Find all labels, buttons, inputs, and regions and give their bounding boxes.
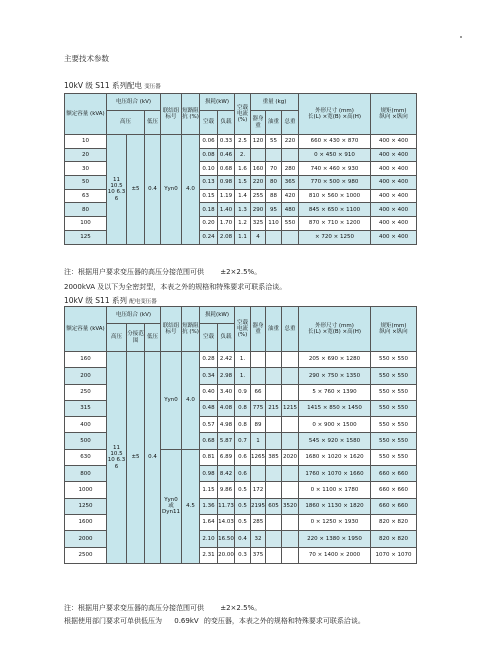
capacity-cell: 63	[65, 189, 107, 203]
gauge-cell: 550 × 550	[371, 417, 417, 433]
noload-current-cell: 1.5	[235, 176, 251, 190]
load-loss-cell: 16.50	[218, 531, 235, 547]
dimensions-cell: 0 × 450 × 910	[299, 148, 371, 162]
total-weight-cell	[282, 417, 299, 433]
noload-loss-cell: 0.06	[200, 135, 218, 149]
dimensions-cell: 205 × 690 × 1280	[299, 352, 371, 368]
t1-header-capacity: 额定容量 (kVA)	[65, 94, 107, 135]
noload-loss-cell: 0.13	[200, 176, 218, 190]
noload-current-cell: 0.8	[235, 400, 251, 416]
oil-weight-cell: 215	[266, 400, 282, 416]
load-loss-cell: 4.98	[218, 417, 235, 433]
noload-current-cell: 0.5	[235, 514, 251, 530]
capacity-cell: 250	[65, 384, 107, 400]
capacity-cell: 10	[65, 135, 107, 149]
noload-current-cell: 1.2	[235, 217, 251, 231]
body-weight-cell: 120	[251, 135, 266, 149]
load-loss-cell: 2.08	[218, 230, 235, 244]
capacity-cell: 160	[65, 352, 107, 368]
oil-weight-cell	[266, 482, 282, 498]
capacity-cell: 1000	[65, 482, 107, 498]
t1-header-weight: 重量 (kg)	[251, 94, 299, 111]
dimensions-cell: 810 × 560 × 1000	[299, 189, 371, 203]
dimensions-cell: 5 × 760 × 1390	[299, 384, 371, 400]
noload-loss-cell: 0.68	[200, 433, 218, 449]
dimensions-cell: 70 × 1400 × 2000	[299, 547, 371, 563]
total-weight-cell	[282, 352, 299, 368]
total-weight-cell	[282, 531, 299, 547]
body-weight-cell: 1	[251, 433, 266, 449]
total-weight-cell	[282, 230, 299, 244]
capacity-cell: 30	[65, 162, 107, 176]
noload-current-cell: 2.	[235, 148, 251, 162]
t1-header-dims: 外形尺寸 (mm) 长(L) ×宽(B) ×高(H)	[299, 94, 371, 135]
note3-text-c: 的变压器，本表之外的规格和特殊要求可联系洽谈。	[203, 617, 365, 625]
t2-header-hv: 高压	[107, 324, 127, 352]
table-row	[65, 135, 417, 149]
load-loss-cell: 9.86	[218, 482, 235, 498]
total-weight-cell: 2020	[282, 449, 299, 465]
t2-header-total-weight: 总重	[282, 307, 299, 352]
noload-loss-cell: 0.98	[200, 466, 218, 482]
load-loss-cell: 1.70	[218, 217, 235, 231]
t2-header-capacity: 额定容量 (kVA)	[65, 307, 107, 352]
t2-header-loss: 损耗(kW)	[200, 307, 235, 324]
oil-weight-cell: 385	[266, 449, 282, 465]
connection-cell: Yyn0 或 Dyn11	[161, 449, 182, 563]
body-weight-cell	[251, 352, 266, 368]
noload-current-cell: 0.4	[235, 531, 251, 547]
table1-caption	[64, 80, 161, 91]
note3-text-a: 根据使用部门要求可单供低压为	[64, 617, 162, 625]
body-weight-cell: 220	[251, 176, 266, 190]
body-weight-cell: 172	[251, 482, 266, 498]
noload-loss-cell: 2.31	[200, 547, 218, 563]
body-weight-cell: 375	[251, 547, 266, 563]
note1	[64, 267, 261, 277]
gauge-cell: 400 × 400	[371, 189, 417, 203]
oil-weight-cell	[266, 417, 282, 433]
body-weight-cell: 325	[251, 217, 266, 231]
capacity-cell: 20	[65, 148, 107, 162]
total-weight-cell	[282, 466, 299, 482]
gauge-cell: 550 × 550	[371, 352, 417, 368]
table2-caption-main: 10kV 级 S11 系列	[64, 296, 127, 305]
noload-current-cell: 0.9	[235, 384, 251, 400]
capacity-cell: 125	[65, 230, 107, 244]
dimensions-cell: 290 × 750 × 1350	[299, 368, 371, 384]
oil-weight-cell	[266, 514, 282, 530]
note2-text: 注：根据用户要求变压器的高压分接范围可供	[64, 604, 204, 612]
load-loss-cell: 0.33	[218, 135, 235, 149]
body-weight-cell: 2195	[251, 498, 266, 514]
total-weight-cell: 220	[282, 135, 299, 149]
noload-loss-cell: 1.64	[200, 514, 218, 530]
oil-weight-cell	[266, 368, 282, 384]
total-weight-cell: 1215	[282, 400, 299, 416]
dimensions-cell: 220 × 1380 × 1950	[299, 531, 371, 547]
capacity-cell: 50	[65, 176, 107, 190]
note1-text: 注：根据用户要求变压器的高压分接范围可供	[64, 268, 204, 276]
dimensions-cell: 740 × 460 × 930	[299, 162, 371, 176]
total-weight-cell: 550	[282, 217, 299, 231]
note3	[64, 616, 365, 626]
tap-range-cell: ±5	[127, 135, 145, 245]
total-weight-cell	[282, 547, 299, 563]
capacity-cell: 1250	[65, 498, 107, 514]
t2-header-tap: 分接范围	[127, 324, 145, 352]
lv-voltage-cell: 0.4	[145, 135, 161, 245]
noload-loss-cell: 0.40	[200, 384, 218, 400]
oil-weight-cell	[266, 384, 282, 400]
noload-current-cell: 2.5	[235, 135, 251, 149]
noload-current-cell: 1.6	[235, 162, 251, 176]
t2-header-dims: 外形尺寸 (mm) 长(L) ×宽(B) ×高(H)	[299, 307, 371, 352]
load-loss-cell: 3.40	[218, 384, 235, 400]
lv-voltage-cell: 0.4	[145, 352, 161, 564]
t1-header-noload-current: 空载电流 (%)	[235, 94, 251, 135]
table1-s11-spec	[64, 93, 417, 245]
gauge-cell: 400 × 400	[371, 162, 417, 176]
dimensions-cell: 870 × 710 × 1200	[299, 217, 371, 231]
corner-mark	[460, 36, 462, 38]
oil-weight-cell: 70	[266, 162, 282, 176]
dimensions-cell: 1760 × 1070 × 1660	[299, 466, 371, 482]
load-loss-cell: 5.87	[218, 433, 235, 449]
noload-current-cell: 0.8	[235, 417, 251, 433]
noload-loss-cell: 0.18	[200, 203, 218, 217]
note3-voltage: 0.69kV	[174, 617, 199, 625]
capacity-cell: 315	[65, 400, 107, 416]
body-weight-cell: 775	[251, 400, 266, 416]
noload-current-cell: 1.	[235, 368, 251, 384]
load-loss-cell: 6.89	[218, 449, 235, 465]
load-loss-cell: 1.40	[218, 203, 235, 217]
capacity-cell: 500	[65, 433, 107, 449]
total-weight-cell: 3520	[282, 498, 299, 514]
t1-header-lv: 低压	[145, 111, 161, 135]
oil-weight-cell: 55	[266, 135, 282, 149]
load-loss-cell: 11.73	[218, 498, 235, 514]
oil-weight-cell: 605	[266, 498, 282, 514]
t1-header-total-weight: 总重	[282, 111, 299, 135]
capacity-cell: 200	[65, 368, 107, 384]
noload-current-cell: 1.	[235, 352, 251, 368]
hv-voltage-cell: 11 10.5 10 6.3 6	[107, 352, 127, 564]
t2-header-lv: 低压	[145, 324, 161, 352]
body-weight-cell: 285	[251, 514, 266, 530]
load-loss-cell: 14.03	[218, 514, 235, 530]
noload-loss-cell: 0.10	[200, 162, 218, 176]
gauge-cell: 550 × 550	[371, 433, 417, 449]
t2-header-noload: 空载	[200, 324, 218, 352]
body-weight-cell: 290	[251, 203, 266, 217]
oil-weight-cell	[266, 352, 282, 368]
capacity-cell: 2500	[65, 547, 107, 563]
body-weight-cell: 1265	[251, 449, 266, 465]
connection-cell: Yyn0	[161, 135, 182, 245]
t2-header-impedance: 短路阻抗 (%)	[182, 307, 200, 352]
noload-loss-cell: 0.15	[200, 189, 218, 203]
note2	[64, 603, 261, 613]
t1-header-body-weight: 器身重	[251, 111, 266, 135]
t1-header-gauge: 规矩(mm) 纵向 ×纵向	[371, 94, 417, 135]
table2-caption-suffix: 配电变压器	[129, 299, 157, 305]
noload-current-cell: 0.6	[235, 449, 251, 465]
gauge-cell: 400 × 400	[371, 203, 417, 217]
impedance-cell: 4.0	[182, 135, 200, 245]
dimensions-cell: 0 × 1100 × 1780	[299, 482, 371, 498]
gauge-cell: 400 × 400	[371, 135, 417, 149]
oil-weight-cell	[266, 531, 282, 547]
noload-current-cell: 1.4	[235, 189, 251, 203]
noload-loss-cell: 2.10	[200, 531, 218, 547]
body-weight-cell: 4	[251, 230, 266, 244]
t2-header-voltage-combo: 电压组合 (kV)	[107, 307, 161, 324]
dimensions-cell: 845 × 650 × 1100	[299, 203, 371, 217]
total-weight-cell	[282, 384, 299, 400]
connection-cell: Yyn0	[161, 352, 182, 450]
noload-loss-cell: 1.15	[200, 482, 218, 498]
gauge-cell: 660 × 660	[371, 498, 417, 514]
dimensions-cell: 1680 × 1020 × 1620	[299, 449, 371, 465]
dimensions-cell: 660 × 430 × 870	[299, 135, 371, 149]
capacity-cell: 800	[65, 466, 107, 482]
total-weight-cell	[282, 482, 299, 498]
capacity-cell: 100	[65, 217, 107, 231]
capacity-cell: 630	[65, 449, 107, 465]
sealed-note: 2000kVA 及以下为全密封型，本表之外的规格和特殊要求可联系洽谈。	[64, 283, 287, 291]
oil-weight-cell: 110	[266, 217, 282, 231]
gauge-cell: 400 × 400	[371, 176, 417, 190]
load-loss-cell: 20.00	[218, 547, 235, 563]
t2-header-gauge: 规矩(mm) 纵向 ×纵向	[371, 307, 417, 352]
total-weight-cell: 480	[282, 203, 299, 217]
load-loss-cell: 0.98	[218, 176, 235, 190]
oil-weight-cell: 95	[266, 203, 282, 217]
t1-header-connection: 联结组标号	[161, 94, 182, 135]
noload-current-cell: 0.5	[235, 498, 251, 514]
t1-header-noload: 空载	[200, 111, 218, 135]
body-weight-cell	[251, 368, 266, 384]
noload-loss-cell: 0.81	[200, 449, 218, 465]
noload-current-cell: 0.5	[235, 482, 251, 498]
dimensions-cell: 545 × 920 × 1580	[299, 433, 371, 449]
capacity-cell: 1600	[65, 514, 107, 530]
body-weight-cell	[251, 466, 266, 482]
capacity-cell: 80	[65, 203, 107, 217]
noload-loss-cell: 0.48	[200, 400, 218, 416]
table-row	[65, 352, 417, 368]
load-loss-cell: 4.08	[218, 400, 235, 416]
total-weight-cell	[282, 148, 299, 162]
body-weight-cell: 66	[251, 384, 266, 400]
body-weight-cell: 89	[251, 417, 266, 433]
noload-loss-cell: 0.24	[200, 230, 218, 244]
t1-header-oil-weight: 油重	[266, 111, 282, 135]
gauge-cell: 550 × 550	[371, 449, 417, 465]
hv-voltage-cell: 11 10.5 10 6.3 6	[107, 135, 127, 245]
gauge-cell: 820 × 820	[371, 514, 417, 530]
noload-loss-cell: 0.34	[200, 368, 218, 384]
total-weight-cell	[282, 514, 299, 530]
noload-current-cell: 1.1	[235, 230, 251, 244]
load-loss-cell: 8.42	[218, 466, 235, 482]
dimensions-cell: 1415 × 850 × 1450	[299, 400, 371, 416]
t2-header-connection: 联结组标号	[161, 307, 182, 352]
noload-loss-cell: 0.28	[200, 352, 218, 368]
gauge-cell: 550 × 550	[371, 400, 417, 416]
oil-weight-cell	[266, 466, 282, 482]
noload-current-cell: 0.6	[235, 466, 251, 482]
t2-header-oil-weight: 油重	[266, 307, 282, 352]
note1-tap-range: ±2×2.5%。	[220, 268, 262, 276]
table2-caption	[64, 295, 157, 306]
t1-header-impedance: 短路阻抗 (%)	[182, 94, 200, 135]
tap-range-cell: ±5	[127, 352, 145, 564]
gauge-cell: 550 × 550	[371, 368, 417, 384]
dimensions-cell: 770 × 500 × 980	[299, 176, 371, 190]
t1-header-loss: 损耗(kW)	[200, 94, 235, 111]
t1-header-hv: 高压	[107, 111, 145, 135]
capacity-cell: 2000	[65, 531, 107, 547]
noload-loss-cell: 1.36	[200, 498, 218, 514]
noload-loss-cell: 0.08	[200, 148, 218, 162]
oil-weight-cell	[266, 547, 282, 563]
t2-header-load: 负载	[218, 324, 235, 352]
dimensions-cell: 1860 × 1130 × 1820	[299, 498, 371, 514]
gauge-cell: 820 × 820	[371, 531, 417, 547]
body-weight-cell: 255	[251, 189, 266, 203]
oil-weight-cell: 88	[266, 189, 282, 203]
t2-header-noload-current: 空载电流 (%)	[235, 307, 251, 352]
gauge-cell: 660 × 660	[371, 466, 417, 482]
total-weight-cell	[282, 433, 299, 449]
gauge-cell: 400 × 400	[371, 148, 417, 162]
total-weight-cell: 280	[282, 162, 299, 176]
dimensions-cell: 0 × 1250 × 1930	[299, 514, 371, 530]
load-loss-cell: 2.98	[218, 368, 235, 384]
noload-current-cell: 0.7	[235, 433, 251, 449]
gauge-cell: 550 × 550	[371, 384, 417, 400]
oil-weight-cell	[266, 148, 282, 162]
noload-loss-cell: 0.20	[200, 217, 218, 231]
body-weight-cell: 32	[251, 531, 266, 547]
load-loss-cell: 0.68	[218, 162, 235, 176]
body-weight-cell: 160	[251, 162, 266, 176]
gauge-cell: 400 × 400	[371, 217, 417, 231]
oil-weight-cell: 80	[266, 176, 282, 190]
table1-caption-suffix: 变压器	[144, 84, 161, 90]
section-title: 主要技术参数	[64, 54, 109, 63]
gauge-cell: 660 × 660	[371, 482, 417, 498]
noload-current-cell: 1.3	[235, 203, 251, 217]
oil-weight-cell	[266, 230, 282, 244]
noload-current-cell: 0.3	[235, 547, 251, 563]
total-weight-cell: 365	[282, 176, 299, 190]
gauge-cell: 400 × 400	[371, 230, 417, 244]
table2-s11-spec	[64, 306, 417, 564]
t1-header-load: 负载	[218, 111, 235, 135]
load-loss-cell: 2.42	[218, 352, 235, 368]
dimensions-cell: 0 × 900 × 1500	[299, 417, 371, 433]
total-weight-cell	[282, 368, 299, 384]
t1-header-voltage-combo: 电压组合 (kV)	[107, 94, 161, 111]
note2-tap-range: ±2×2.5%。	[220, 604, 262, 612]
gauge-cell: 1070 × 1070	[371, 547, 417, 563]
impedance-cell: 4.5	[182, 449, 200, 563]
total-weight-cell: 420	[282, 189, 299, 203]
t2-header-body-weight: 器身重	[251, 307, 266, 352]
noload-loss-cell: 0.57	[200, 417, 218, 433]
capacity-cell: 400	[65, 417, 107, 433]
load-loss-cell: 0.46	[218, 148, 235, 162]
table1-caption-main: 10kV 级 S11 系列配电	[64, 81, 142, 90]
dimensions-cell: × 720 × 1250	[299, 230, 371, 244]
impedance-cell: 4.0	[182, 352, 200, 450]
load-loss-cell: 1.19	[218, 189, 235, 203]
oil-weight-cell	[266, 433, 282, 449]
body-weight-cell	[251, 148, 266, 162]
